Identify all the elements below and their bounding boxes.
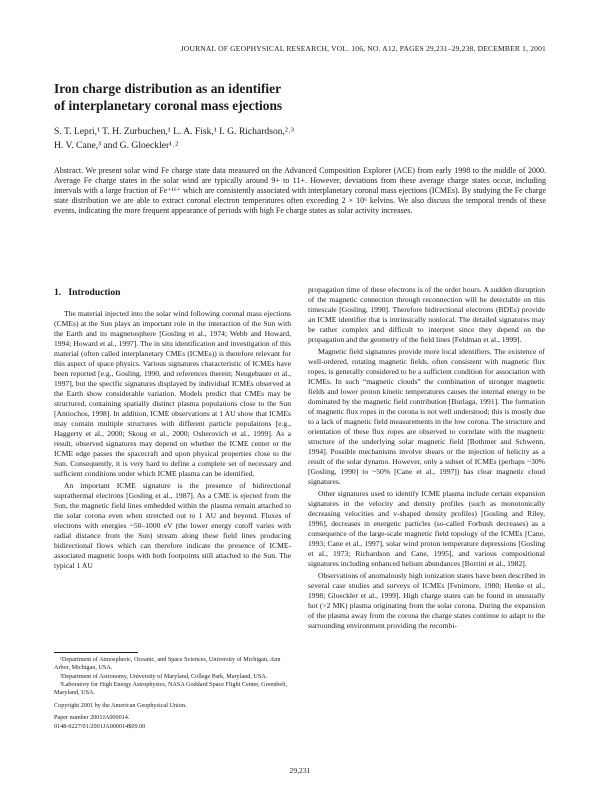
footnotes: [54, 656, 291, 731]
authors-line-1: S. T. Lepri,¹ T. H. Zurbuchen,¹ L. A. Fisk,¹ I. G. Richardson,²˒³: [54, 126, 294, 137]
page-number: 29,231: [289, 766, 311, 775]
abstract: [54, 166, 546, 216]
left-column: [54, 288, 291, 571]
right-column: [308, 285, 545, 631]
paper-title: [54, 80, 494, 114]
footnote-affiliation-1: ¹Department of Atmospheric, Oceanic, and Space Sciences, University of Michigan, Ann Arbor, Michigan, USA.: [54, 656, 281, 671]
footnote-affiliation-3: ³Laboratory for High Energy Astrophysics, NASA Goddard Space Flight Center, Greenbelt, Maryland, USA.: [54, 681, 288, 697]
issn-line: 0148-0227/01/2001JA000014$09.00: [54, 722, 146, 730]
body-paragraph: propagation time of these electrons is of the order hours. A sudden disruption of the magnetic connection through reconnection will be detectable on this timescale [Gosling, 1990]. Therefore bidirectional electrons (BDEs) provide an ICME identifier that is intrinsically nonlocal. The detailed signatures may be rather complex and difficult to interpret since they depend on the propagation and the geometry of the field lines [Feldman et al., 1999].: [308, 285, 545, 344]
footnote-affiliation-2: ²Department of Astronomy, University of Maryland, College Park, Maryland, USA.: [60, 672, 268, 680]
intro-paragraph: The material injected into the solar wind following coronal mass ejections (CMEs) at the Sun plays an important role in the interaction of the Sun with the Earth and its magnetosphere [Gosling et al., 1974; Webb and Howard, 1994; Howard et al., 1997]. The in situ identification and investigation of this material (often called interplanetary CMEs (ICMEs)) is therefore relevant for this aspect of space physics. Various signatures characteristic of ICMEs have been reported [e.g., Gosling, 1990, and references therein; Neugebauer et al., 1997], but the specific signatures displayed by individual ICMEs observed at the Earth show considerable variation. Models predict that CMEs may be structured, containing spatially distinct plasma populations close to the Sun [Antiochos, 1998]. In addition, ICME observations at 1 AU show that ICMEs may contain multiple structures with different particle populations [e.g., Haggerty et al., 2000; Skoug et al., 2000; Osherovich et al., 1999]. As a result, observed signatures may depend on whether the ICME center or the ICME edge passes the spacecraft and upon physical properties close to the Sun. Consequently, it is very hard to define a complete set of necessary and sufficient conditions under which ICME plasma can be identified.: [54, 309, 291, 478]
authors-line-2: H. V. Cane,³ and G. Gloeckler¹˒²: [54, 140, 179, 151]
title-line-1: Iron charge distribution as an identifier: [54, 81, 282, 96]
body-paragraph: Other signatures used to identify ICME plasma include certain expansion signatures in the velocity and density profiles (such as monotonically decreasing velocities and v-shaped density profiles) [Gosling and Riley, 1996], decreases in energetic particles (so-called Forbush decreases) as a consequence of the large-scale magnetic field topology of the ICMEs [Cane, 1993; Cane et al., 1997], solar wind proton temperature depressions [Gosling et al., 1973; Richardson and Cane, 1995], and various compositional signatures including enhanced helium abundances [Borrini et al., 1982].: [308, 489, 545, 568]
section-number: 1.: [54, 287, 62, 298]
footnote-divider: [54, 652, 138, 653]
journal-header: JOURNAL OF GEOPHYSICAL RESEARCH, VOL. 106, NO. A12, PAGES 29,231–29,238, DECEMBER 1, 2001: [180, 44, 546, 53]
abstract-label: Abstract.: [54, 166, 84, 175]
section-heading: [54, 288, 291, 298]
body-paragraph: Observations of anomalously high ionization states have been described in several case studies and surveys of ICMEs [Fenimore, 1980; Henke et al., 1998; Gloeckler et al., 1999]. High charge states can be found in unusually hot (>2 MK) plasma originating from the solar corona. During the expansion of the plasma away from the corona the charge states continue to adapt to the surrounding environment providing the recombi-: [308, 571, 545, 630]
paper-number: Paper number 2001JA000014.: [54, 713, 130, 721]
copyright-notice: Copyright 2001 by the American Geophysical Union.: [54, 701, 187, 709]
body-paragraph: Magnetic field signatures provide more local identifiers. The existence of well-ordered, rotating magnetic fields, often consistent with magnetic flux ropes, is generally considered to be a sufficient condition for association with ICMEs. In such “magnetic clouds” the combination of stronger magnetic fields and lower proton kinetic temperatures causes the internal energy to be dominated by the magnetic field contribution [Burlaga, 1991]. The formation of magnetic flux ropes in the corona is not well understood; this is mostly due to a lack of magnetic field measurements in the low corona. The structure and orientation of these flux ropes are observed to correlate with the magnetic structure of the underlying solar magnetic field [Bothmer and Schwenn, 1994]. Possible mechanisms involve shears or the injection of helicity as a result of the solar dynamo. However, only a subset of ICMEs (perhaps ~30% [Gosling, 1990] to ~50% [Cane et al., 1997]) has clear magnetic cloud signatures.: [308, 347, 545, 486]
abstract-text: We present solar wind Fe charge state data measured on the Advanced Composition Explorer (ACE) from early 1998 to the middle of 2000. Average Fe charge states in the solar wind are typically around 9+ to 11+. However, deviations from these average charge states occur, including intervals with a large fraction of Fe⁺¹⁶⁺ which are consistently associated with interplanetary coronal mass ejections (ICMEs). By studying the Fe charge state distribution we are able to extract coronal electron temperatures often exceeding 2 × 10⁶ kelvins. We also discuss the temporal trends of these events, indicating the more frequent appearance of periods with high Fe charge states as solar activity increases.: [54, 166, 546, 216]
intro-paragraph: An important ICME signature is the presence of bidirectional suprathermal electrons [Gosling et al., 1987]. As a CME is ejected from the Sun, the magnetic field lines embedded within the plasma remain attached to the solar corona even when stretched out to 1 AU and beyond. Fluxes of electrons with energies ~50–1000 eV (the lower energy cutoff varies with radial distance from the Sun) stream along these field lines producing bidirectional flows which can therefore indicate the presence of ICME-associated magnetic loops with both footpoints still attached to the Sun. The typical 1 AU: [54, 481, 291, 570]
author-list: [54, 125, 534, 153]
section-title: Introduction: [68, 287, 121, 298]
title-line-2: of interplanetary coronal mass ejections: [54, 98, 283, 113]
